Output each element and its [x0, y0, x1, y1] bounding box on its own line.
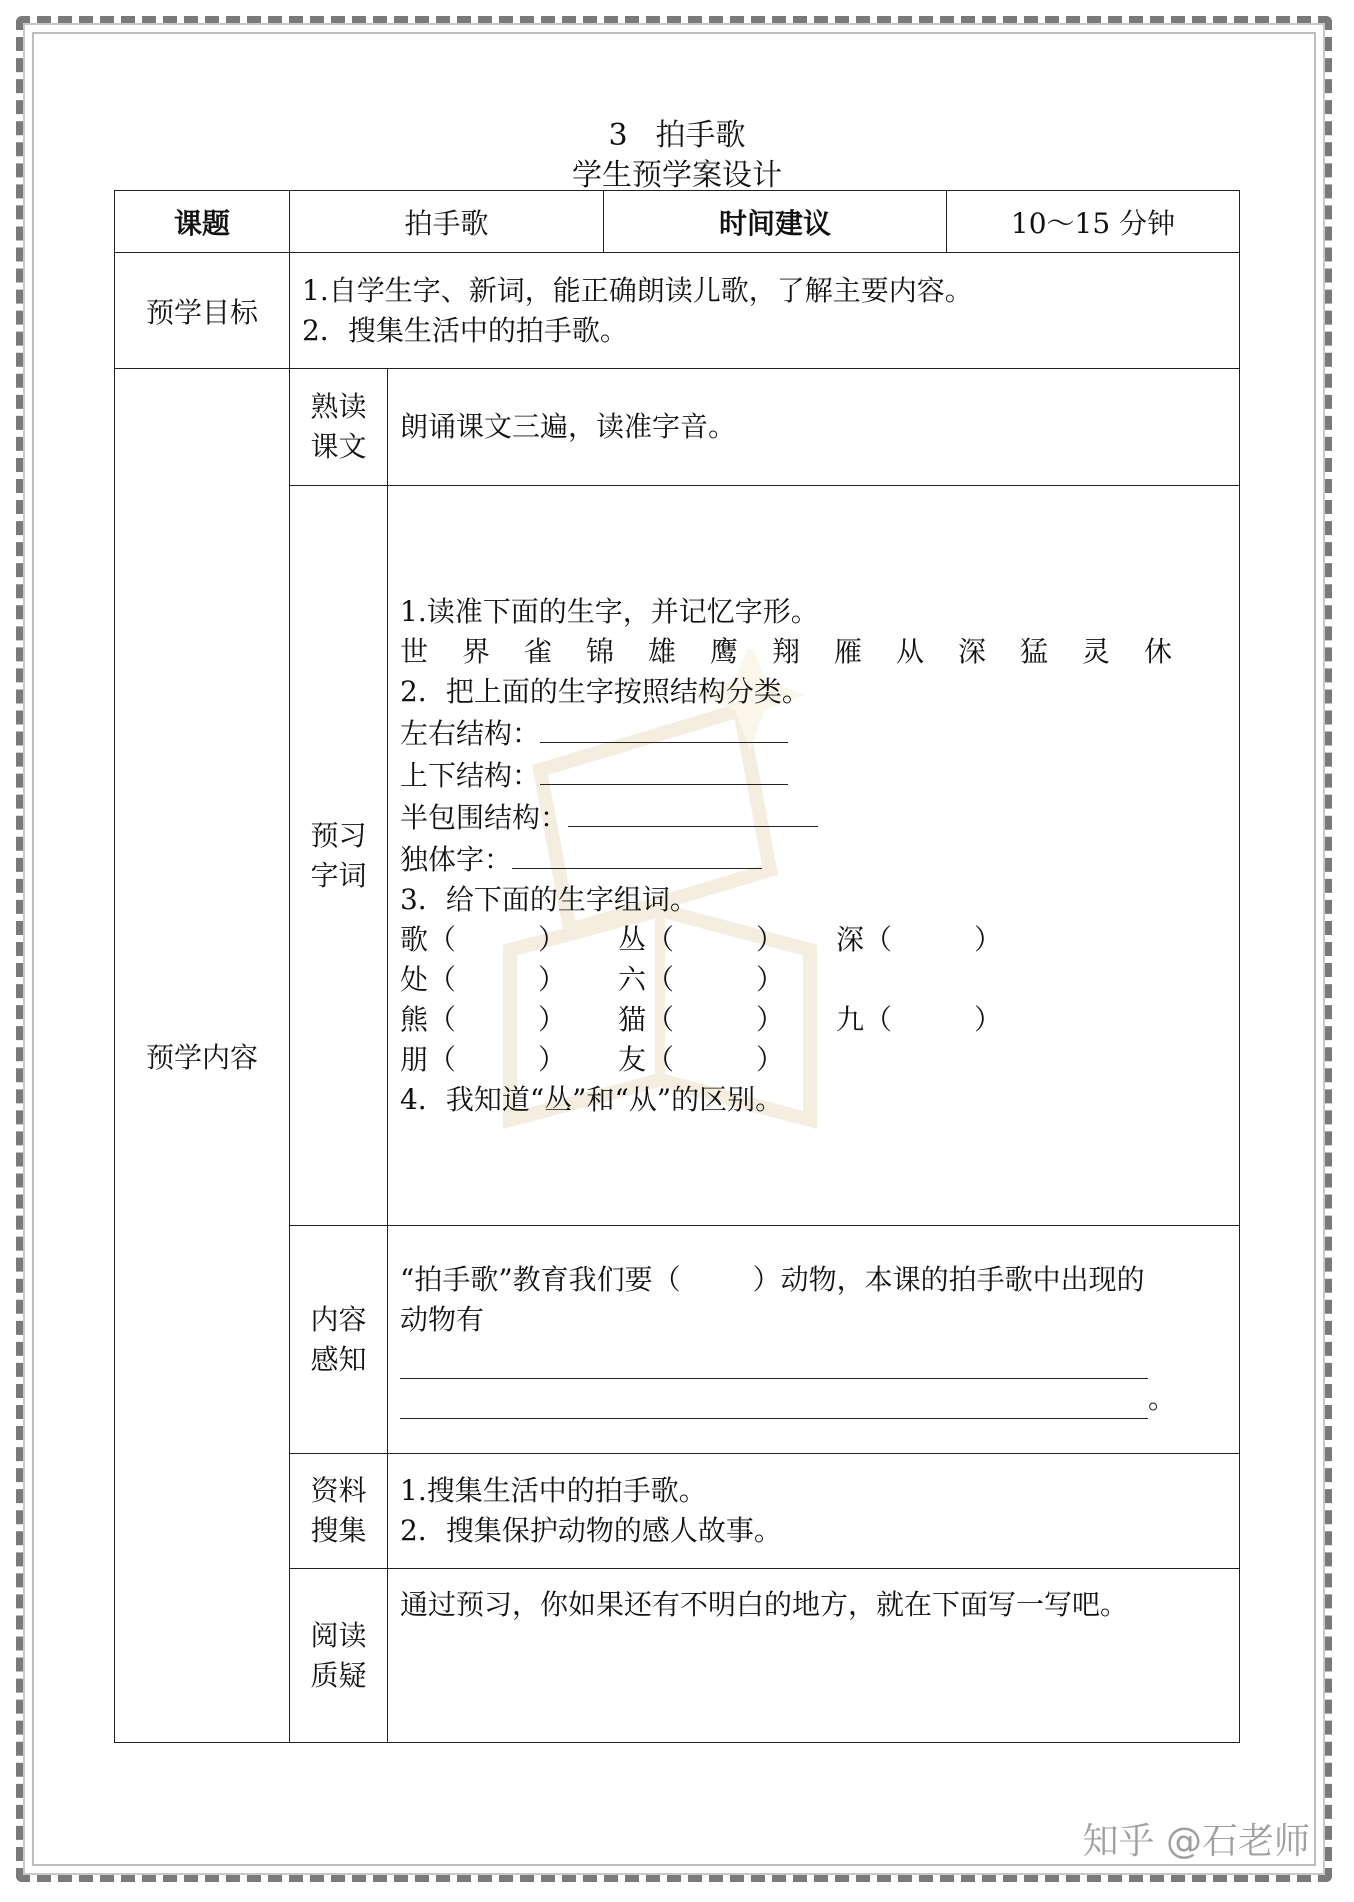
- perceive-label: 内容 感知: [290, 1226, 388, 1454]
- lesson-title: [0, 110, 1354, 154]
- lesson-title-text: 拍手歌: [655, 118, 746, 153]
- answer-line[interactable]: [400, 1340, 1148, 1379]
- collect-content: [388, 1454, 1240, 1569]
- document-subtitle: 学生预学案设计: [572, 158, 782, 193]
- words-q3: 3．给下面的生字组词。: [400, 882, 698, 916]
- answer-blank[interactable]: [540, 712, 788, 743]
- answer-line[interactable]: [400, 1380, 1148, 1419]
- goal-line-1: 1.自学生字、新词，能正确朗读儿歌，了解主要内容。: [302, 273, 973, 307]
- preview-table: [114, 190, 1240, 1743]
- lesson-number: 3: [608, 118, 628, 153]
- topic-value: 拍手歌: [290, 191, 604, 253]
- read-row: [115, 369, 1240, 486]
- time-label: 时间建议: [604, 191, 947, 253]
- words-q2: 2．把上面的生字按照结构分类。: [400, 674, 810, 708]
- char: 猛: [1020, 634, 1049, 668]
- goals-label: 预学目标: [115, 253, 290, 369]
- answer-blank[interactable]: [540, 754, 788, 785]
- collect-label: 资料 搜集: [290, 1454, 388, 1569]
- read-content: 朗诵课文三遍，读准字音。: [388, 369, 1240, 486]
- collect-line-1: 1.搜集生活中的拍手歌。: [400, 1474, 707, 1507]
- char: 雀: [524, 634, 553, 668]
- words-content: [388, 486, 1240, 1226]
- char: 灵: [1082, 634, 1111, 668]
- collect-line-2: 2．搜集保护动物的感人故事。: [400, 1514, 782, 1547]
- topic-label: 课题: [115, 191, 290, 253]
- char: 雁: [834, 634, 863, 668]
- char: 雄: [648, 634, 677, 668]
- words-q4: 4．我知道“丛”和“从”的区别。: [400, 1082, 784, 1116]
- char: 鹰: [710, 634, 739, 668]
- group-row-3: 熊（ ） 猫（ ） 九（ ）: [400, 1002, 1003, 1036]
- perceive-content: “拍手歌”教育我们要（ ）动物，本课的拍手歌中出现的 动物有 。: [388, 1226, 1240, 1454]
- answer-blank[interactable]: [512, 838, 762, 869]
- char: 翔: [772, 634, 801, 668]
- perceive-line-2: 动物有: [400, 1303, 485, 1336]
- header-row: [115, 191, 1240, 253]
- time-value: 10～15 分钟: [947, 191, 1240, 253]
- structure-left-right: 左右结构：: [400, 712, 1227, 754]
- structure-single: 独体字：: [400, 838, 1227, 880]
- char: 界: [462, 634, 491, 668]
- question-label: 阅读 质疑: [290, 1569, 388, 1743]
- structure-top-bottom: 上下结构：: [400, 754, 1227, 796]
- site-watermark: 知乎 @石老师: [1082, 1821, 1310, 1862]
- char: 从: [896, 634, 925, 668]
- goal-line-2: 2．搜集生活中的拍手歌。: [302, 313, 628, 347]
- group-row-1: 歌（ ） 丛（ ） 深（ ）: [400, 922, 1003, 956]
- perceive-line-1: “拍手歌”教育我们要（ ）动物，本课的拍手歌中出现的: [400, 1263, 1145, 1296]
- structure-half-surround: 半包围结构：: [400, 796, 1227, 838]
- words-label: 预习 字词: [290, 486, 388, 1226]
- words-q1: 1.读准下面的生字，并记忆字形。: [400, 594, 819, 628]
- char: 休: [1144, 634, 1173, 668]
- read-label: 熟读 课文: [290, 369, 388, 486]
- char: 锦: [586, 634, 615, 668]
- answer-blank[interactable]: [568, 796, 818, 827]
- content-label: 预学内容: [115, 369, 290, 1743]
- question-content: 通过预习，你如果还有不明白的地方，就在下面写一写吧。: [388, 1569, 1240, 1743]
- group-row-2: 处（ ） 六（ ）: [400, 962, 785, 996]
- goals-content: [290, 253, 1240, 369]
- char: 世: [400, 634, 429, 668]
- new-characters: [400, 632, 1227, 672]
- char: 深: [958, 634, 987, 668]
- goals-row: [115, 253, 1240, 369]
- group-row-4: 朋（ ） 友（ ）: [400, 1042, 785, 1076]
